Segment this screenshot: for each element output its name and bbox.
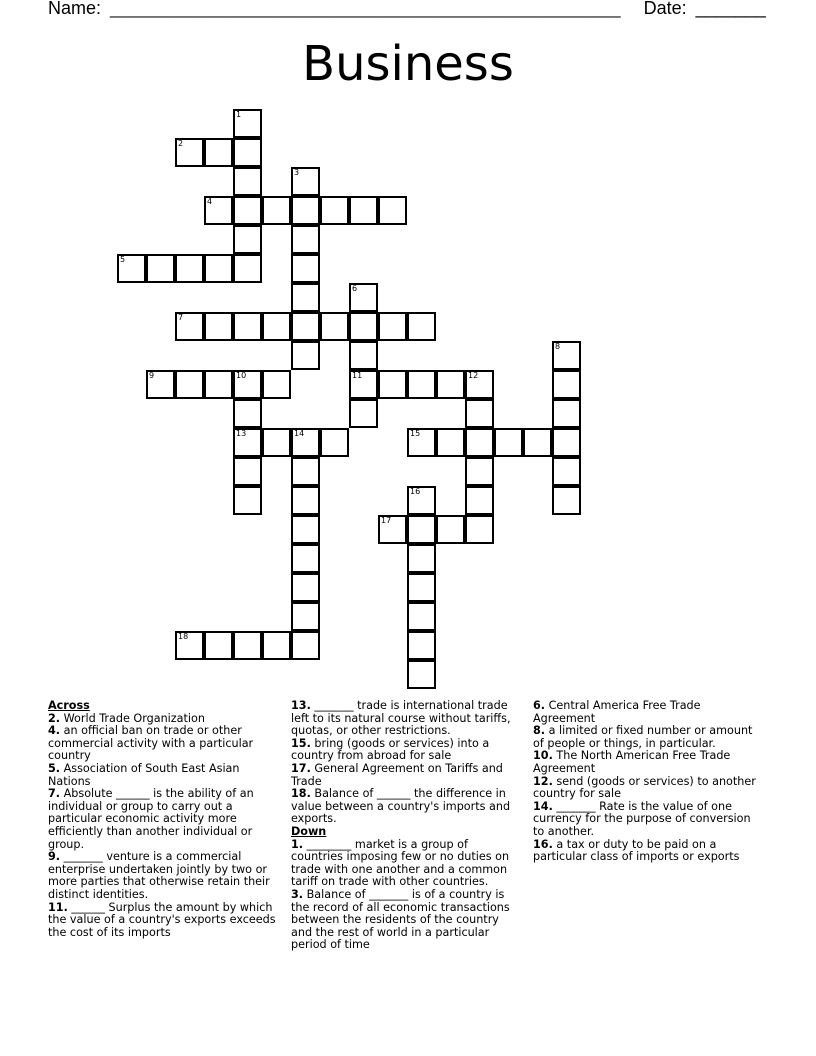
clue-number: 2. [48, 711, 61, 725]
grid-cell[interactable] [146, 254, 175, 283]
grid-cell[interactable] [494, 428, 523, 457]
clue-number: 3. [291, 887, 304, 901]
clue-number-label: 18 [178, 632, 189, 641]
clue-across-18 [291, 788, 523, 826]
grid-cell[interactable] [291, 341, 320, 370]
clue-text: ______ Surplus the amount by which the value of a country's exports exceeds the cost of its imports [48, 900, 276, 939]
clue-across-4 [48, 725, 280, 763]
clue-number: 15. [291, 736, 311, 750]
clue-number-label: 16 [410, 487, 421, 496]
clue-number-label: 4 [207, 197, 213, 206]
date-label: Date: [643, 0, 687, 18]
grid-cell[interactable] [291, 312, 320, 341]
clue-down-3 [291, 889, 523, 952]
grid-cell[interactable] [291, 544, 320, 573]
clue-number-label: 8 [555, 342, 561, 351]
grid-cell[interactable] [262, 312, 291, 341]
clue-text: an official ban on trade or other commercial activity with a particular country [48, 724, 254, 763]
clue-across-17 [291, 763, 523, 788]
grid-cell[interactable] [465, 399, 494, 428]
clue-number-label: 17 [381, 516, 392, 525]
clue-number-label: 10 [236, 371, 247, 380]
grid-cell[interactable] [291, 428, 320, 457]
grid-cell[interactable] [465, 457, 494, 486]
clue-number-label: 2 [178, 139, 184, 148]
grid-cell[interactable] [291, 196, 320, 225]
clue-number: 13. [291, 699, 311, 712]
grid-cell[interactable] [291, 254, 320, 283]
grid-cell[interactable] [291, 283, 320, 312]
grid-cell[interactable] [291, 457, 320, 486]
grid-cell[interactable] [349, 341, 378, 370]
clue-down-1 [291, 839, 523, 889]
grid-cell[interactable] [175, 138, 204, 167]
clues-column-3 [533, 700, 765, 864]
clue-text: bring (goods or services) into a country from abroad for sale [291, 736, 490, 763]
grid-cell[interactable] [523, 428, 552, 457]
across-heading: Across [48, 699, 90, 712]
clue-number: 8. [533, 724, 546, 738]
clue-number: 12. [533, 774, 553, 788]
grid-cell[interactable] [552, 428, 581, 457]
name-blank[interactable]: ______________________________________________________ [110, 0, 621, 18]
grid-cell[interactable] [175, 370, 204, 399]
grid-cell[interactable] [233, 138, 262, 167]
clue-text: send (goods or services) to another country for sale [533, 774, 756, 801]
grid-cell[interactable] [349, 283, 378, 312]
grid-cell[interactable] [204, 370, 233, 399]
clue-number-label: 6 [352, 284, 358, 293]
grid-cell[interactable] [552, 486, 581, 515]
clue-number-label: 11 [352, 371, 363, 380]
grid-cell[interactable] [436, 428, 465, 457]
clue-text: _______ Rate is the value of one currency for the purpose of conversion to another. [533, 799, 751, 838]
clue-text: Balance of _______ is of a country is the record of all economic transactions between the residents of the country and the rest of world in a particular period of time [291, 887, 510, 952]
clue-text: a tax or duty to be paid on a particular class of imports or exports [533, 837, 740, 864]
grid-cell[interactable] [291, 631, 320, 660]
grid-cell[interactable] [349, 312, 378, 341]
grid-cell[interactable] [262, 631, 291, 660]
clues-column-2 [291, 700, 523, 952]
grid-cell[interactable] [233, 631, 262, 660]
down-heading: Down [291, 824, 327, 838]
grid-cell[interactable] [262, 196, 291, 225]
grid-cell[interactable] [233, 254, 262, 283]
clue-across-9 [48, 851, 280, 901]
grid-cell[interactable] [378, 370, 407, 399]
grid-cell[interactable] [436, 515, 465, 544]
grid-cell[interactable] [291, 167, 320, 196]
clue-across-15 [291, 738, 523, 763]
clue-number: 16. [533, 837, 553, 851]
clue-number: 6. [533, 699, 546, 712]
clue-text: _______ venture is a commercial enterprise undertaken jointly by two or more parties that otherwise retain their distinct identities. [48, 850, 270, 901]
grid-cell[interactable] [465, 486, 494, 515]
grid-cell[interactable] [552, 341, 581, 370]
grid-cell[interactable] [291, 573, 320, 602]
clue-text: Central America Free Trade Agreement [533, 699, 701, 725]
grid-cell[interactable] [204, 312, 233, 341]
clue-number-label: 9 [149, 371, 155, 380]
clue-number: 17. [291, 761, 311, 775]
grid-cell[interactable] [552, 370, 581, 399]
grid-cell[interactable] [407, 573, 436, 602]
grid-cell[interactable] [407, 602, 436, 631]
grid-cell[interactable] [204, 631, 233, 660]
grid-cell[interactable] [552, 457, 581, 486]
grid-cell[interactable] [407, 428, 436, 457]
grid-cell[interactable] [233, 196, 262, 225]
clue-number-label: 14 [294, 429, 305, 438]
grid-cell[interactable] [407, 312, 436, 341]
clue-text: _______ trade is international trade left to its natural course without tariffs, quotas, or other restrictions. [291, 699, 511, 738]
grid-cell[interactable] [436, 370, 465, 399]
clue-across-11 [48, 902, 280, 940]
grid-cell[interactable] [233, 370, 262, 399]
clues-column-1 [48, 700, 280, 939]
grid-cell[interactable] [407, 486, 436, 515]
clue-number-label: 13 [236, 429, 247, 438]
grid-cell[interactable] [233, 457, 262, 486]
grid-cell[interactable] [378, 196, 407, 225]
clue-number: 9. [48, 850, 61, 864]
clue-number: 18. [291, 787, 311, 801]
grid-cell[interactable] [175, 254, 204, 283]
clue-text: Association of South East Asian Nations [48, 761, 240, 788]
grid-cell[interactable] [320, 312, 349, 341]
grid-cell[interactable] [407, 370, 436, 399]
clue-number: 10. [533, 749, 553, 763]
grid-cell[interactable] [233, 225, 262, 254]
page-title: Business [302, 36, 514, 92]
clue-down-8 [533, 725, 765, 750]
grid-cell[interactable] [175, 631, 204, 660]
grid-cell[interactable] [407, 660, 436, 689]
grid-cell[interactable] [175, 312, 204, 341]
clue-down-14 [533, 801, 765, 839]
clue-number: 4. [48, 724, 61, 738]
grid-cell[interactable] [262, 428, 291, 457]
grid-cell[interactable] [349, 196, 378, 225]
clue-number-label: 12 [468, 371, 479, 380]
clue-number-label: 15 [410, 429, 421, 438]
grid-cell[interactable] [407, 631, 436, 660]
clue-text: Absolute ______ is the ability of an individual or group to carry out a particular economic activity more efficiently than another individual or group. [48, 787, 254, 851]
clue-number: 14. [533, 799, 553, 813]
clue-text: World Trade Organization [63, 711, 205, 725]
grid-cell[interactable] [465, 428, 494, 457]
clue-across-7 [48, 788, 280, 851]
clue-down-10 [533, 750, 765, 775]
grid-cell[interactable] [552, 399, 581, 428]
grid-cell[interactable] [204, 196, 233, 225]
grid-cell[interactable] [407, 515, 436, 544]
clue-down-6 [533, 700, 765, 725]
clue-text: ________ market is a group of countries imposing few or no duties on trade with one another and a common tariff on trade with other countries. [291, 837, 510, 889]
clue-across-5 [48, 763, 280, 788]
grid-cell[interactable] [378, 312, 407, 341]
clue-number-label: 7 [178, 313, 184, 322]
clue-number: 5. [48, 761, 61, 775]
grid-cell[interactable] [233, 312, 262, 341]
clue-number-label: 1 [236, 110, 242, 119]
clue-number: 7. [48, 787, 61, 801]
grid-cell[interactable] [320, 428, 349, 457]
clue-down-12 [533, 776, 765, 801]
clue-across-13 [291, 700, 523, 738]
grid-cell[interactable] [320, 196, 349, 225]
grid-cell[interactable] [291, 515, 320, 544]
clue-text: The North American Free Trade Agreement [533, 749, 731, 775]
clue-text: General Agreement on Tariffs and Trade [291, 761, 503, 788]
grid-cell[interactable] [407, 544, 436, 573]
date-blank[interactable]: _______ [695, 0, 766, 18]
grid-cell[interactable] [349, 399, 378, 428]
grid-cell[interactable] [378, 515, 407, 544]
grid-cell[interactable] [349, 370, 378, 399]
grid-cell[interactable] [204, 138, 233, 167]
clue-number-label: 5 [120, 255, 126, 264]
clue-number: 1. [291, 837, 304, 851]
grid-cell[interactable] [117, 254, 146, 283]
grid-cell[interactable] [233, 167, 262, 196]
name-label: Name: [48, 0, 102, 18]
grid-cell[interactable] [233, 109, 262, 138]
grid-cell[interactable] [465, 370, 494, 399]
grid-cell[interactable] [291, 225, 320, 254]
grid-cell[interactable] [146, 370, 175, 399]
grid-cell[interactable] [204, 254, 233, 283]
clue-number: 11. [48, 900, 68, 914]
grid-cell[interactable] [291, 602, 320, 631]
grid-cell[interactable] [233, 428, 262, 457]
clue-number-label: 3 [294, 168, 300, 177]
clue-text: a limited or fixed number or amount of people or things, in particular. [533, 724, 753, 750]
grid-cell[interactable] [465, 515, 494, 544]
clue-down-16 [533, 839, 765, 864]
grid-cell[interactable] [291, 486, 320, 515]
clue-text: Balance of ______ the difference in value between a country's imports and exports. [291, 787, 511, 826]
grid-cell[interactable] [233, 399, 262, 428]
grid-cell[interactable] [233, 486, 262, 515]
grid-cell[interactable] [262, 370, 291, 399]
